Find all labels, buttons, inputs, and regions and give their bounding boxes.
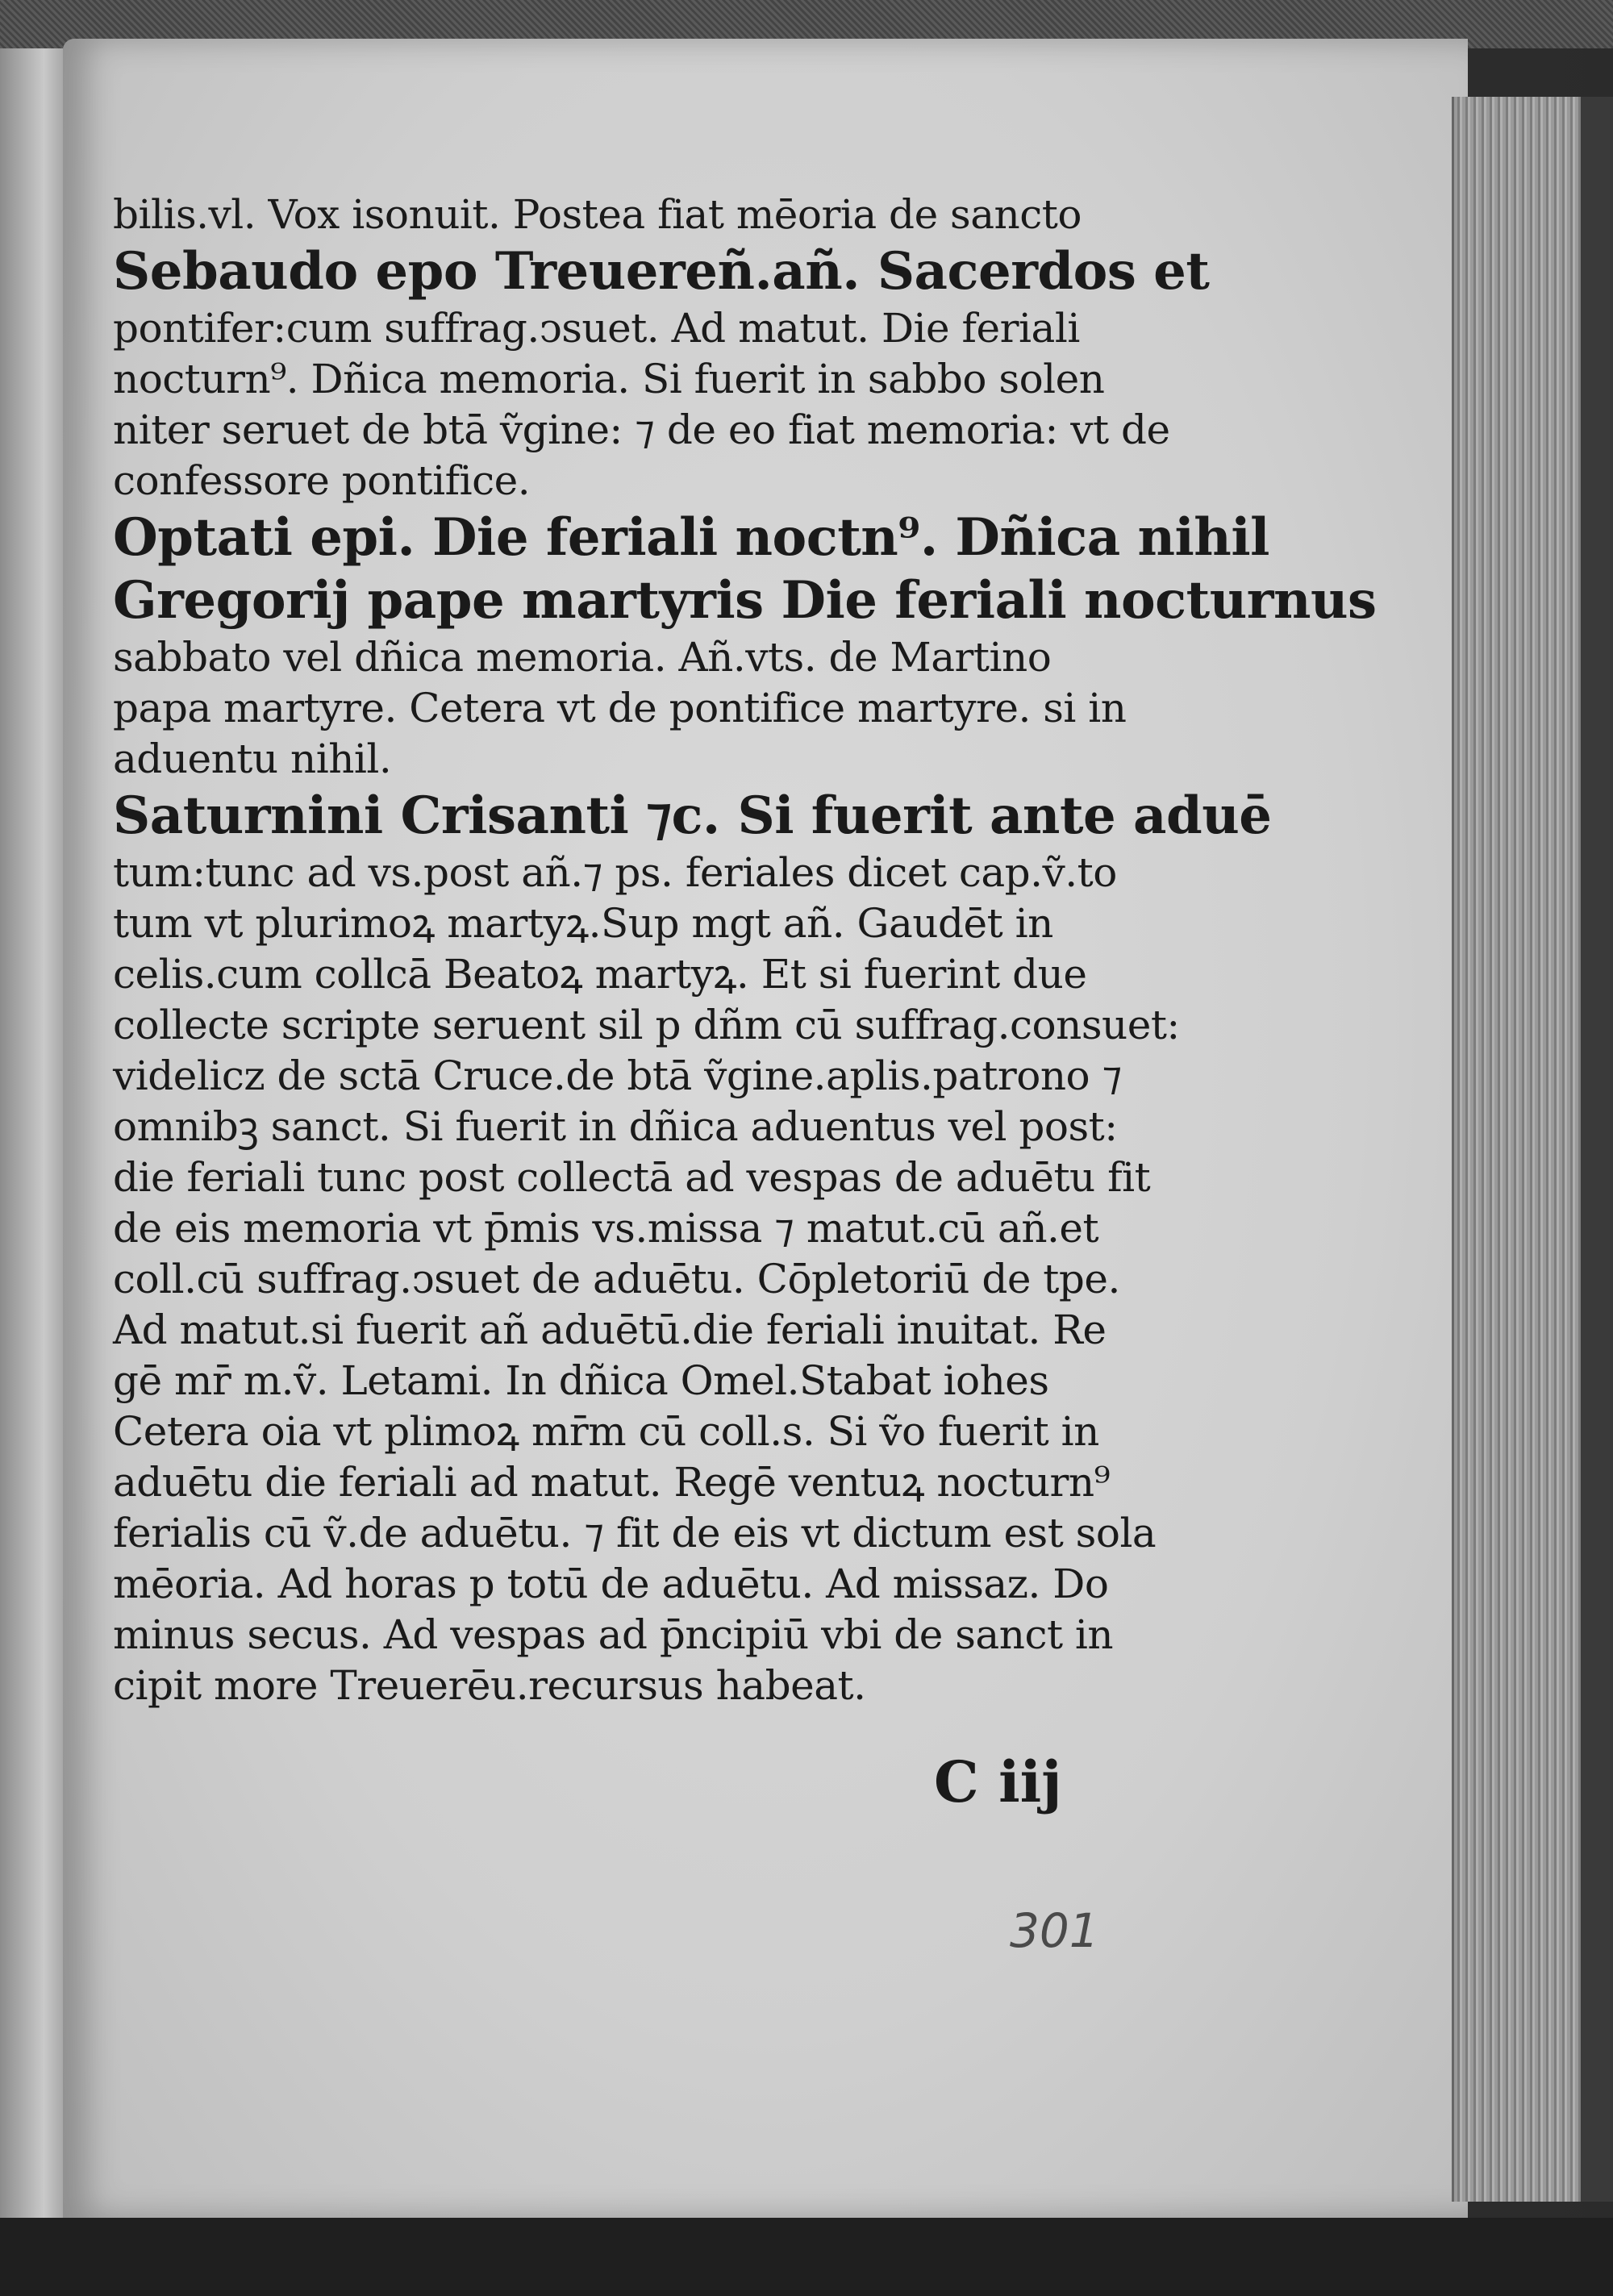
text-line: Ad matut.si fuerit añ aduētū.die feriali inuitat. Re [113, 1306, 1107, 1353]
text-line: Gregorij pape martyris Die feriali nocturnus [113, 570, 1377, 631]
text-line: aduētu die feriali ad matut. Regē ventuꝝ nocturn⁹ [113, 1459, 1111, 1506]
text-line: collecte scripte seruent sil p dñm cū suffrag.consuet: [113, 1002, 1180, 1048]
body-text [113, 190, 1377, 1711]
text-line: Cetera oia vt plimoꝝ mr̄m cū coll.s. Si ṽo fuerit in [113, 1408, 1099, 1455]
scan-bottom-band [0, 2218, 1613, 2296]
text-line: pontifer:cum suffrag.ↄsuet. Ad matut. Die feriali [113, 305, 1080, 352]
text-line: tum vt plurimoꝝ martyꝝ.Sup mgt añ. Gaudēt in [113, 900, 1053, 947]
text-line: gē mr̄ m.ṽ. Letami. In dñica Omel.Stabat iohes [113, 1357, 1049, 1404]
verso-page-edge [0, 48, 65, 2226]
text-line: videlicz de sctā Cruce.de btā ṽgine.aplis.patrono ⁊ [113, 1052, 1122, 1099]
text-line: coll.cū suffrag.ↄsuet de aduētu. Cōpletoriū de tpe. [113, 1256, 1120, 1302]
text-line: papa martyre. Cetera vt de pontifice martyre. si in [113, 685, 1127, 731]
text-line: die feriali tunc post collectā ad vespas de aduētu fit [113, 1154, 1151, 1201]
text-line: Optati epi. Die feriali noctn⁹. Dñica nihil [113, 507, 1269, 568]
text-line: Sebaudo epo Treuereñ.añ. Sacerdos et [113, 241, 1210, 302]
text-line: mēoria. Ad horas p totū de aduētu. Ad missaz. Do [113, 1561, 1109, 1607]
text-line: minus secus. Ad vespas ad p̄ncipiū vbi de sanct in [113, 1611, 1114, 1658]
text-line: cipit more Treuerēu.recursus habeat. [113, 1662, 866, 1709]
signature-mark: C iij [934, 1748, 1062, 1815]
text-line: celis.cum collcā Beatoꝝ martyꝝ. Et si fuerint due [113, 951, 1087, 998]
page-stack-shadow [1581, 97, 1613, 2202]
text-line: bilis.vl. Vox isonuit. Postea fiat mēoria de sancto [113, 191, 1082, 238]
folio-number: 301 [1010, 1903, 1099, 1958]
text-line: confessore pontifice. [113, 457, 531, 504]
text-line: aduentu nihil. [113, 735, 392, 782]
text-line: ferialis cū ṽ.de aduētu. ⁊ fit de eis vt dictum est sola [113, 1510, 1157, 1556]
text-line: nocturn⁹. Dñica memoria. Si fuerit in sabbo solen [113, 356, 1105, 402]
text-line: de eis memoria vt p̄mis vs.missa ⁊ matut.cū añ.et [113, 1205, 1099, 1252]
text-line: niter seruet de btā ṽgine: ⁊ de eo fiat memoria: vt de [113, 406, 1170, 453]
text-line: omnibꝫ sanct. Si fuerit in dñica aduentus vel post: [113, 1103, 1118, 1150]
text-line: tum:tunc ad vs.post añ.⁊ ps. feriales dicet cap.ṽ.to [113, 849, 1117, 896]
page-stack-edge [1452, 97, 1583, 2202]
text-line: sabbato vel dñica memoria. Añ.vts. de Martino [113, 634, 1052, 681]
text-line: Saturnini Crisanti ⁊c. Si fuerit ante aduē [113, 785, 1272, 846]
